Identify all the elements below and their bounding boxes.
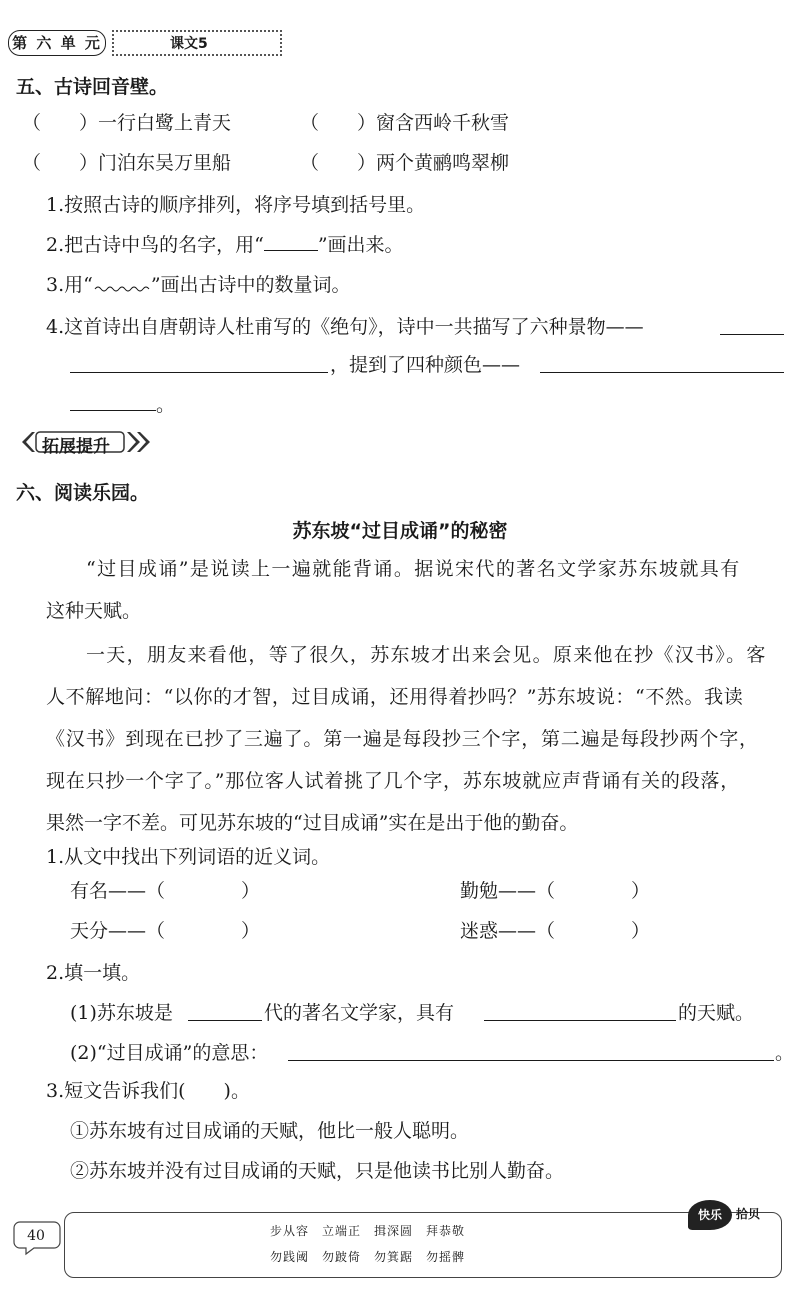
article-p2-line1: 一天，朋友来看他，等了很久，苏东坡才出来会见。原来他在抄《汉书》。客: [86, 644, 767, 666]
s5-question-3: [46, 270, 351, 297]
footer-row-1: 步从容 立端正 揖深圆 拜恭敬: [270, 1224, 466, 1238]
logo-text: 拾贝: [736, 1207, 761, 1221]
article-p1-line2: 这种天赋。: [46, 600, 142, 622]
poem-line-1-right: （ ）窗含西岭千秋雪: [300, 112, 510, 134]
s6-q2-2-end: 。: [775, 1042, 795, 1064]
article-p2-line4: 现在只抄一个字了。”那位客人试着挑了几个字，苏东坡就应声背诵有关的段落，: [46, 770, 741, 792]
answer-line-talent[interactable]: [484, 1020, 676, 1021]
s6-question-3: 3.短文告诉我们( )。: [46, 1080, 250, 1102]
s5-question-1: 1.按照古诗的顺序排列，将序号填到括号里。: [46, 194, 426, 216]
answer-line-colors-b[interactable]: [70, 410, 156, 411]
s5-q3-part-a: 3.用“: [46, 274, 93, 296]
s6-q2-2: (2)“过目成诵”的意思：: [70, 1042, 269, 1064]
s6-q2-1-b: 代的著名文学家，具有: [264, 1002, 455, 1024]
unit-badge: 第 六 单 元: [8, 30, 106, 56]
option-1[interactable]: ①苏东坡有过目成诵的天赋，他比一般人聪明。: [70, 1120, 470, 1142]
lesson-text: 课文5: [170, 36, 208, 52]
article-p1-line1: “过目成诵”是说读上一遍就能背诵。据说宋代的著名文学家苏东坡就具有: [86, 558, 741, 580]
extension-banner: [18, 428, 153, 456]
page-number: 40: [27, 1228, 45, 1244]
s6-q2-1-c: 的天赋。: [678, 1002, 755, 1024]
option-2[interactable]: ②苏东坡并没有过目成诵的天赋，只是他读书比别人勤奋。: [70, 1160, 565, 1182]
synonym-youming[interactable]: 有名——（ ）: [70, 880, 261, 902]
logo-badge: 快乐: [688, 1200, 732, 1230]
poem-line-2-right: （ ）两个黄鹂鸣翠柳: [300, 152, 510, 174]
answer-line-scenery-b[interactable]: [70, 372, 328, 373]
s5-q4-end: 。: [156, 394, 176, 416]
article-title: 苏东坡“过目成诵”的秘密: [292, 520, 508, 542]
s5-q2-part-a: 2.把古诗中鸟的名字，用“: [46, 234, 264, 256]
lesson-label: [112, 30, 282, 56]
article-p2-line3: 《汉书》到现在已抄了三遍了。第一遍是每段抄三个字，第二遍是每段抄两个字，: [46, 728, 759, 750]
article-p2-line2: 人不解地问：“以你的才智，过目成诵，还用得着抄吗？”苏东坡说：“不然。我读: [46, 686, 744, 708]
s6-q2-1-a: (1)苏东坡是: [70, 1002, 173, 1024]
synonym-qinmian[interactable]: 勤勉——（ ）: [460, 880, 651, 902]
answer-line-dynasty[interactable]: [188, 1020, 262, 1021]
answer-line-scenery-a[interactable]: [720, 334, 784, 335]
s6-question-1: 1.从文中找出下列词语的近义词。: [46, 846, 331, 868]
synonym-mihuo[interactable]: 迷惑——（ ）: [460, 920, 651, 942]
footer-row-2: 勿践阈 勿跛倚 勿箕踞 勿摇髀: [270, 1250, 466, 1264]
wavy-line-sample: [93, 279, 151, 293]
section5-title: 五、古诗回音壁。: [16, 76, 169, 98]
answer-line-colors-a[interactable]: [540, 372, 784, 373]
answer-line-meaning[interactable]: [288, 1060, 774, 1061]
article-p2-line5: 果然一字不差。可见苏东坡的“过目成诵”实在是出于他的勤奋。: [46, 812, 579, 834]
s5-q2-part-b: ”画出来。: [317, 234, 404, 256]
section6-title: 六、阅读乐园。: [16, 482, 150, 504]
extension-title: 拓展提升: [42, 437, 110, 457]
s5-q3-part-b: ”画出古诗中的数量词。: [150, 274, 351, 296]
s5-question-2: [46, 230, 404, 257]
synonym-tianfen[interactable]: 天分——（ ）: [70, 920, 261, 942]
s5-q4-colors: ，提到了四种颜色——: [330, 354, 521, 376]
poem-line-2-left: （ ）门泊东吴万里船: [22, 152, 232, 174]
poem-line-1-left: （ ）一行白鹭上青天: [22, 112, 232, 134]
s6-question-2: 2.填一填。: [46, 962, 141, 984]
s5-question-4: 4.这首诗出自唐朝诗人杜甫写的《绝句》，诗中一共描写了六种景物——: [46, 316, 644, 338]
underline-sample: [264, 250, 318, 251]
